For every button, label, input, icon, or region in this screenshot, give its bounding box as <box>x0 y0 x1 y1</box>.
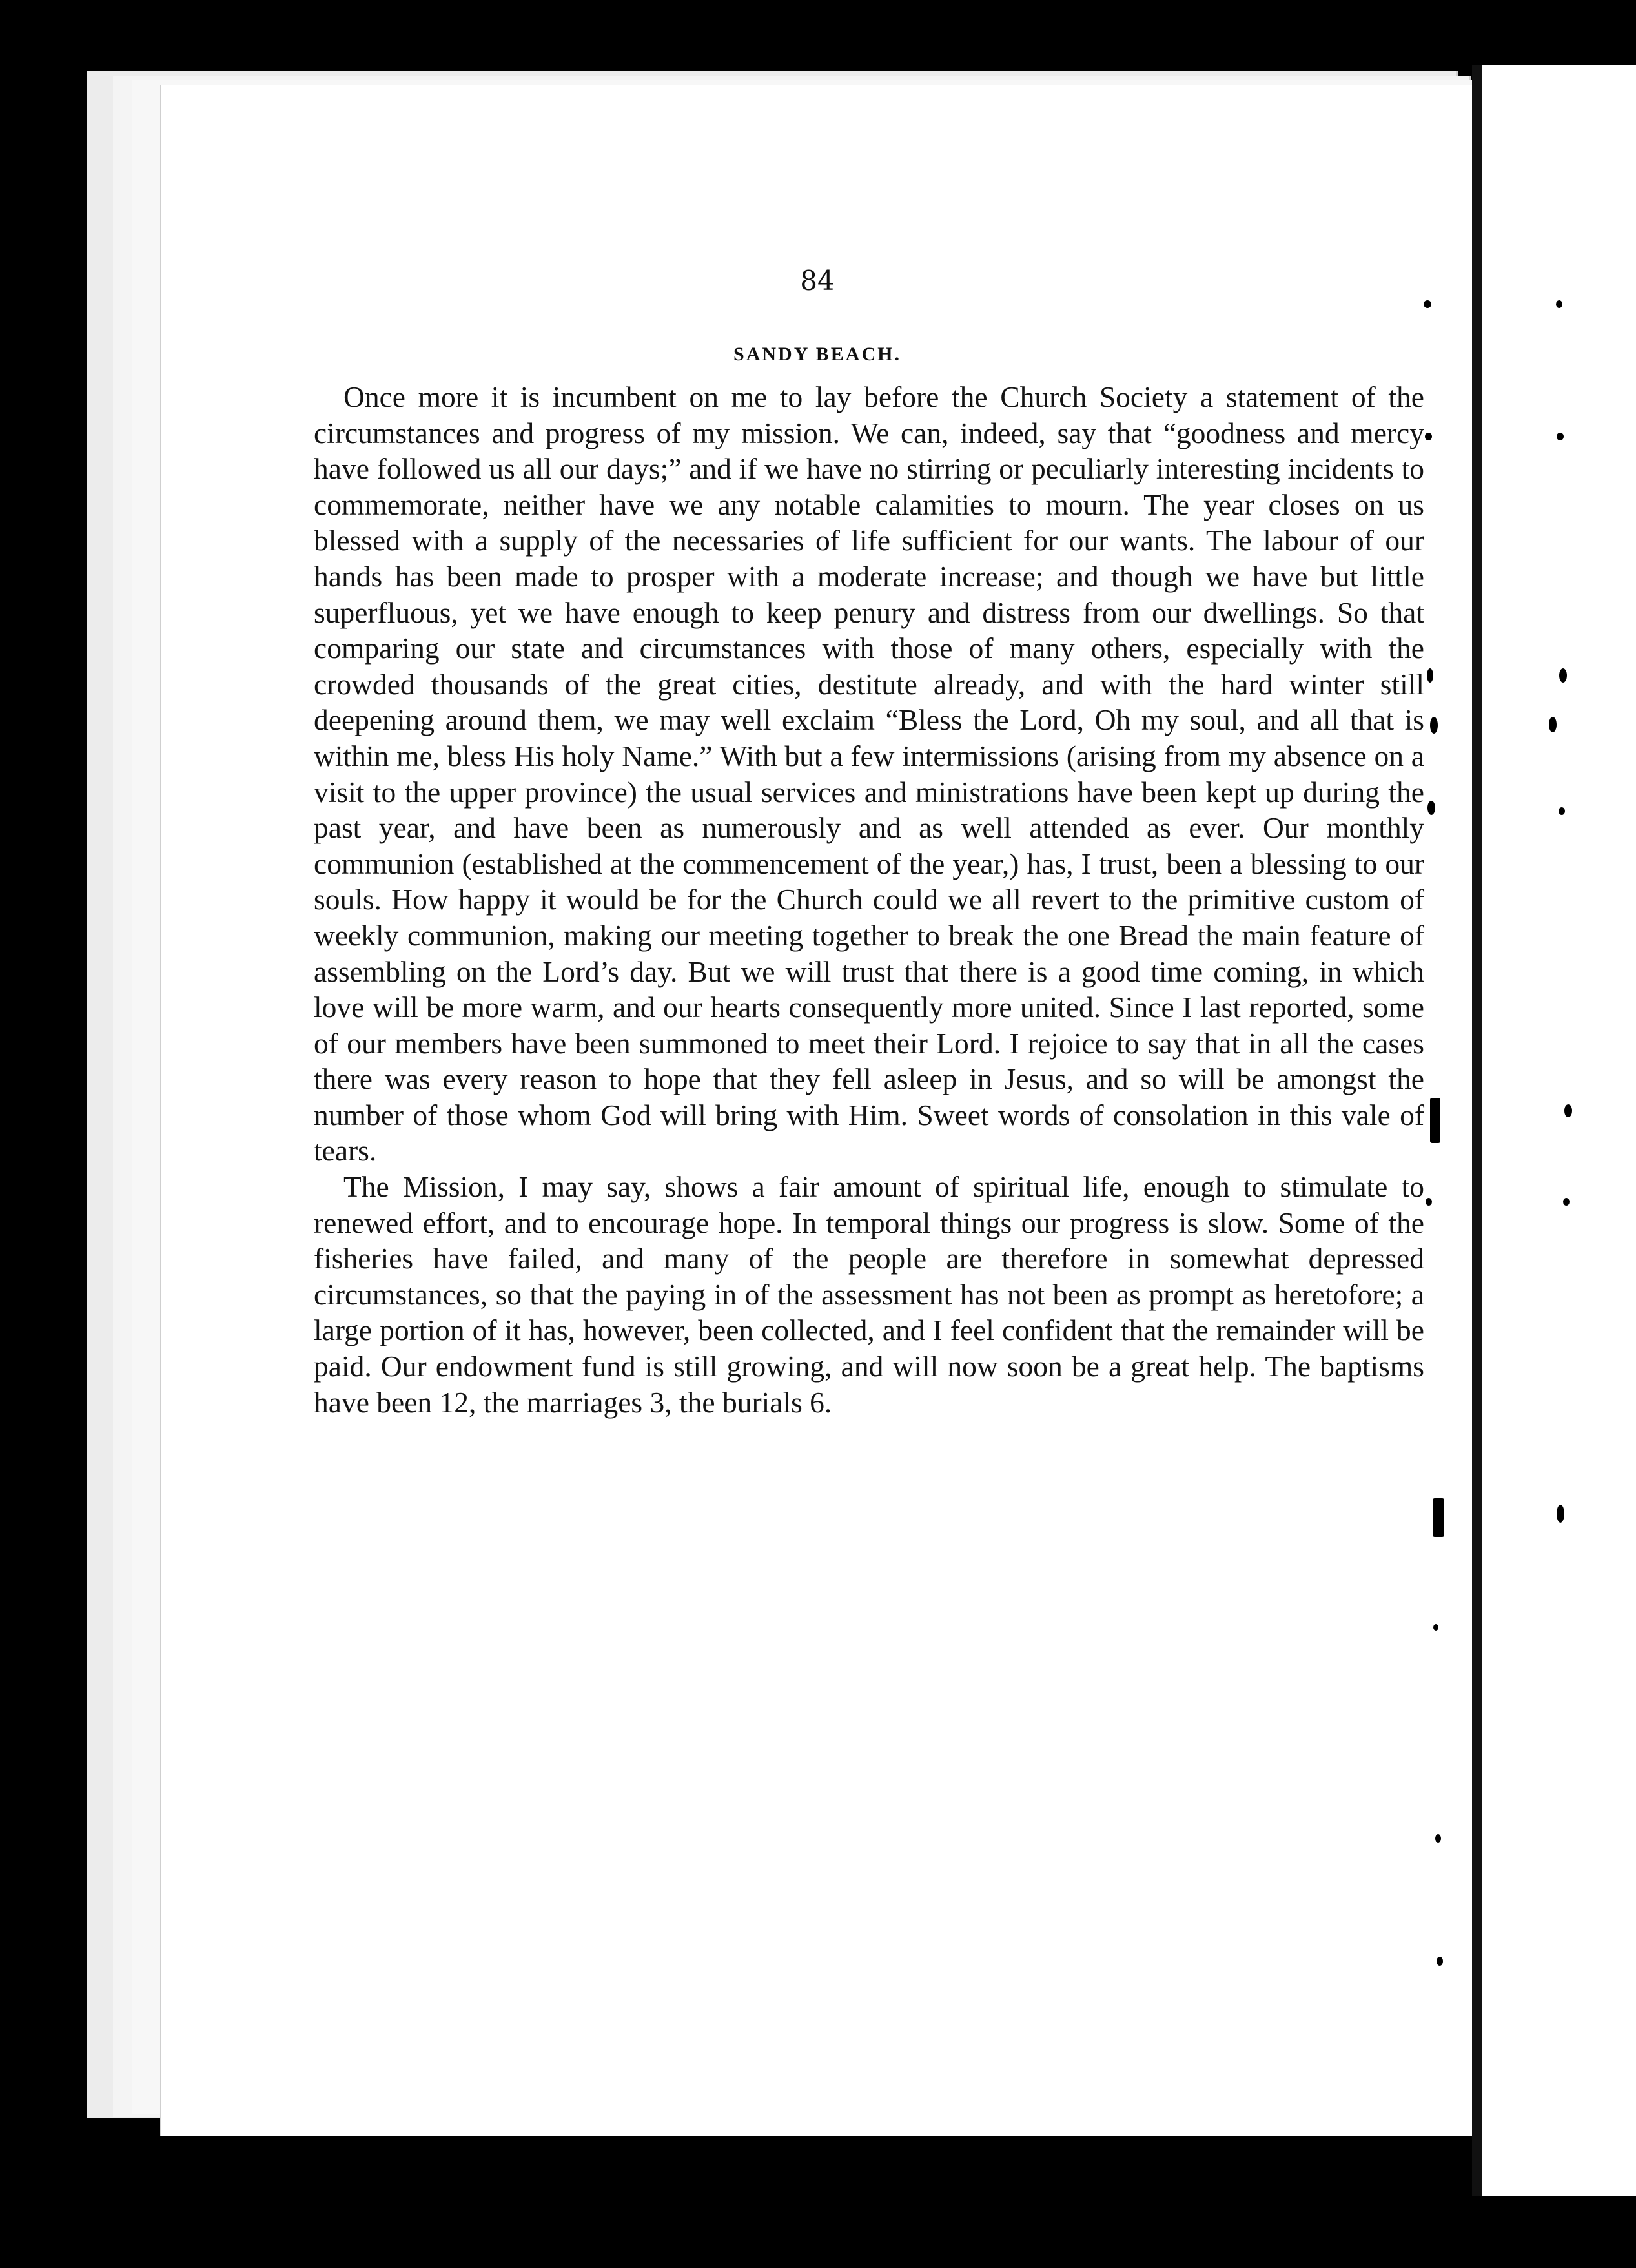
bleed-through-mark <box>1433 1498 1444 1537</box>
facing-page-edge <box>1482 65 1636 2196</box>
bleed-through-mark <box>1556 300 1562 308</box>
bleed-through-mark <box>1424 300 1431 308</box>
bleed-through-mark <box>1427 801 1435 815</box>
bleed-through-mark <box>1430 717 1438 734</box>
bleed-through-mark <box>1559 807 1565 815</box>
bleed-through-mark <box>1557 433 1564 440</box>
bleed-through-mark <box>1437 1957 1443 1966</box>
bleed-through-mark <box>1433 1624 1438 1631</box>
paragraph: Once more it is incumbent on me to lay before the Church Society a statement of the circumstances and progress of my mission. We can, indeed, say that “goodness and mercy have followed us all our days;” and if we have no stirring or peculiarly interesting incidents to commemorate, neither have we any notable calamities to mourn. The year closes on us blessed with a supply of the necessaries of life sufficient for our wants. The labour of our hands has been made to prosper with a moderate increase; and though we have but little superfluous, yet we have enough to keep penury and distress from our dwellings. So that comparing our state and circumstances with those of many others, especially with the crowded thousands of the great cities, destitute already, and with the hard winter still deepening around them, we may well exclaim “Bless the Lord, Oh my soul, and all that is within me, bless His holy Name.” With but a few intermissions (arising from my absence on a visit to the upper province) the usual services and ministrations have been kept up during the past year, and have been as numerously and as well attended as ever. Our monthly communion (established at the commencement of the year,) has, I trust, been a blessing to our souls. How happy it would be for the Church could we all revert to the primitive custom of weekly communion, making our meeting together to break the one Bread the main feature of assembling on the Lord’s day. But we will trust that there is a good time coming, in which love will be more warm, and our hearts consequently more united. Since I last reported, some of our members have been summoned to meet their Lord. I rejoice to say that in all the cases there was every reason to hope that they fell asleep in Jesus, and so will be amongst the number of those whom God will bring with Him. Sweet words of consolation in this vale of tears. <box>314 380 1424 1168</box>
bleed-through-mark <box>1435 1834 1441 1843</box>
body-text <box>314 379 1424 1420</box>
bleed-through-mark <box>1426 1198 1432 1206</box>
book-page <box>160 85 1473 2136</box>
paragraph: The Mission, I may say, shows a fair amount of spiritual life, enough to stimulate to renewed effort, and to encourage hope. In temporal things our progress is slow. Some of the fisheries have failed, and many of the people are therefore in somewhat depressed circumstances, so that the paying in of the assessment has not been as prompt as heretofore; a large portion of it has, however, been collected, and I feel confident that the remainder will be paid. Our endowment fund is still growing, and will now soon be a great help. The baptisms have been 12, the marriages 3, the burials 6. <box>314 1170 1424 1419</box>
page-gutter <box>1472 65 1482 2196</box>
bleed-through-mark <box>1563 1198 1570 1206</box>
bleed-through-mark <box>1564 1104 1572 1117</box>
bleed-through-mark <box>1430 1098 1440 1143</box>
bleed-through-mark <box>1557 1505 1564 1523</box>
bleed-through-mark <box>1559 668 1567 683</box>
section-heading: SANDY BEACH. <box>733 344 901 365</box>
bleed-through-mark <box>1427 668 1433 683</box>
page-number: 84 <box>800 265 835 296</box>
bleed-through-mark <box>1425 433 1432 440</box>
bleed-through-mark <box>1549 717 1557 732</box>
